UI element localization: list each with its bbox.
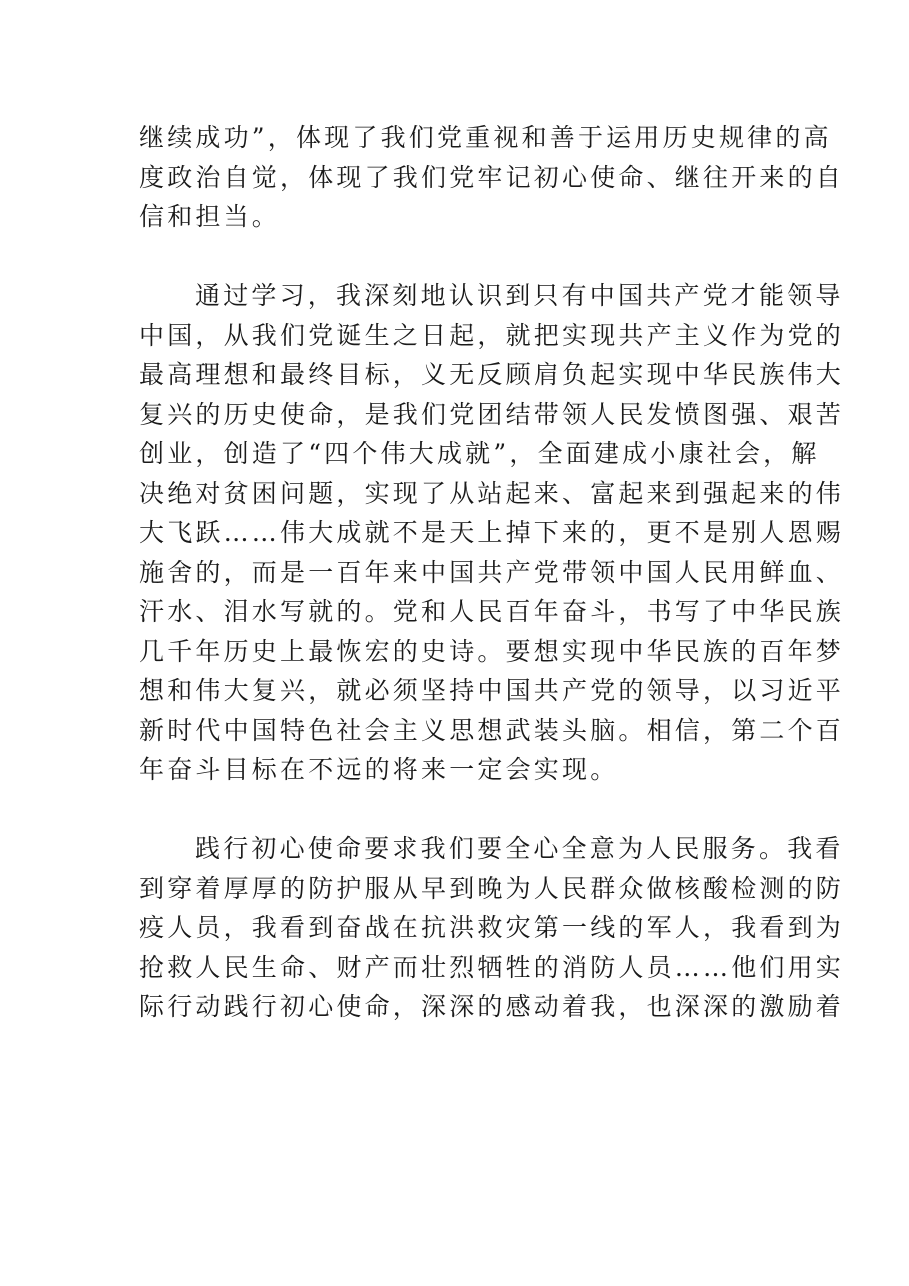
paragraph-line: 大飞跃……伟大成就不是天上掉下来的，更不是别人恩赐	[139, 518, 845, 547]
paragraph-line: 想和伟大复兴，就必须坚持中国共产党的领导，以习近平	[139, 676, 845, 705]
paragraph-3	[139, 829, 845, 1027]
paragraph-line: 度政治自觉，体现了我们党牢记初心使命、继往开来的自	[139, 162, 845, 192]
paragraph-line: 际行动践行初心使命，深深的感动着我，也深深的激励着	[139, 992, 845, 1021]
paragraph-line: 几千年历史上最恢宏的史诗。要想实现中华民族的百年梦	[139, 636, 845, 666]
paragraph-2	[139, 276, 845, 790]
paragraph-line: 创业，创造了“四个伟大成就”，全面建成小康社会，解	[139, 439, 820, 468]
paragraph-line: 到穿着厚厚的防护服从早到晚为人民群众做核酸检测的防	[139, 873, 845, 903]
paragraph-1	[139, 118, 845, 237]
paragraph-line: 疫人员，我看到奋战在抗洪救灾第一线的军人，我看到为	[139, 913, 845, 942]
paragraph-line: 年奋斗目标在不远的将来一定会实现。	[139, 755, 619, 784]
paragraph-line: 决绝对贫困问题，实现了从站起来、富起来到强起来的伟	[139, 478, 845, 508]
paragraph-line: 复兴的历史使命，是我们党团结带领人民发愤图强、艰苦	[139, 399, 845, 429]
paragraph-line: 抢救人民生命、财产而壮烈牺牲的消防人员……他们用实	[139, 952, 845, 982]
document-body	[139, 118, 845, 1027]
paragraph-line: 通过学习，我深刻地认识到只有中国共产党才能领导	[195, 281, 844, 310]
paragraph-line: 施舍的，而是一百年来中国共产党带领中国人民用鲜血、	[139, 557, 845, 587]
paragraph-line: 汗水、泪水写就的。党和人民百年奋斗，书写了中华民族	[139, 597, 845, 626]
paragraph-line: 信和担当。	[139, 202, 281, 231]
paragraph-line: 践行初心使命要求我们要全心全意为人民服务。我看	[195, 834, 844, 863]
paragraph-line: 新时代中国特色社会主义思想武装头脑。相信，第二个百	[139, 715, 845, 745]
paragraph-line: 最高理想和最终目标，义无反顾肩负起实现中华民族伟大	[139, 360, 845, 389]
paragraph-line: 中国，从我们党诞生之日起，就把实现共产主义作为党的	[139, 320, 845, 350]
paragraph-line: 继续成功”，体现了我们党重视和善于运用历史规律的高	[139, 123, 832, 152]
